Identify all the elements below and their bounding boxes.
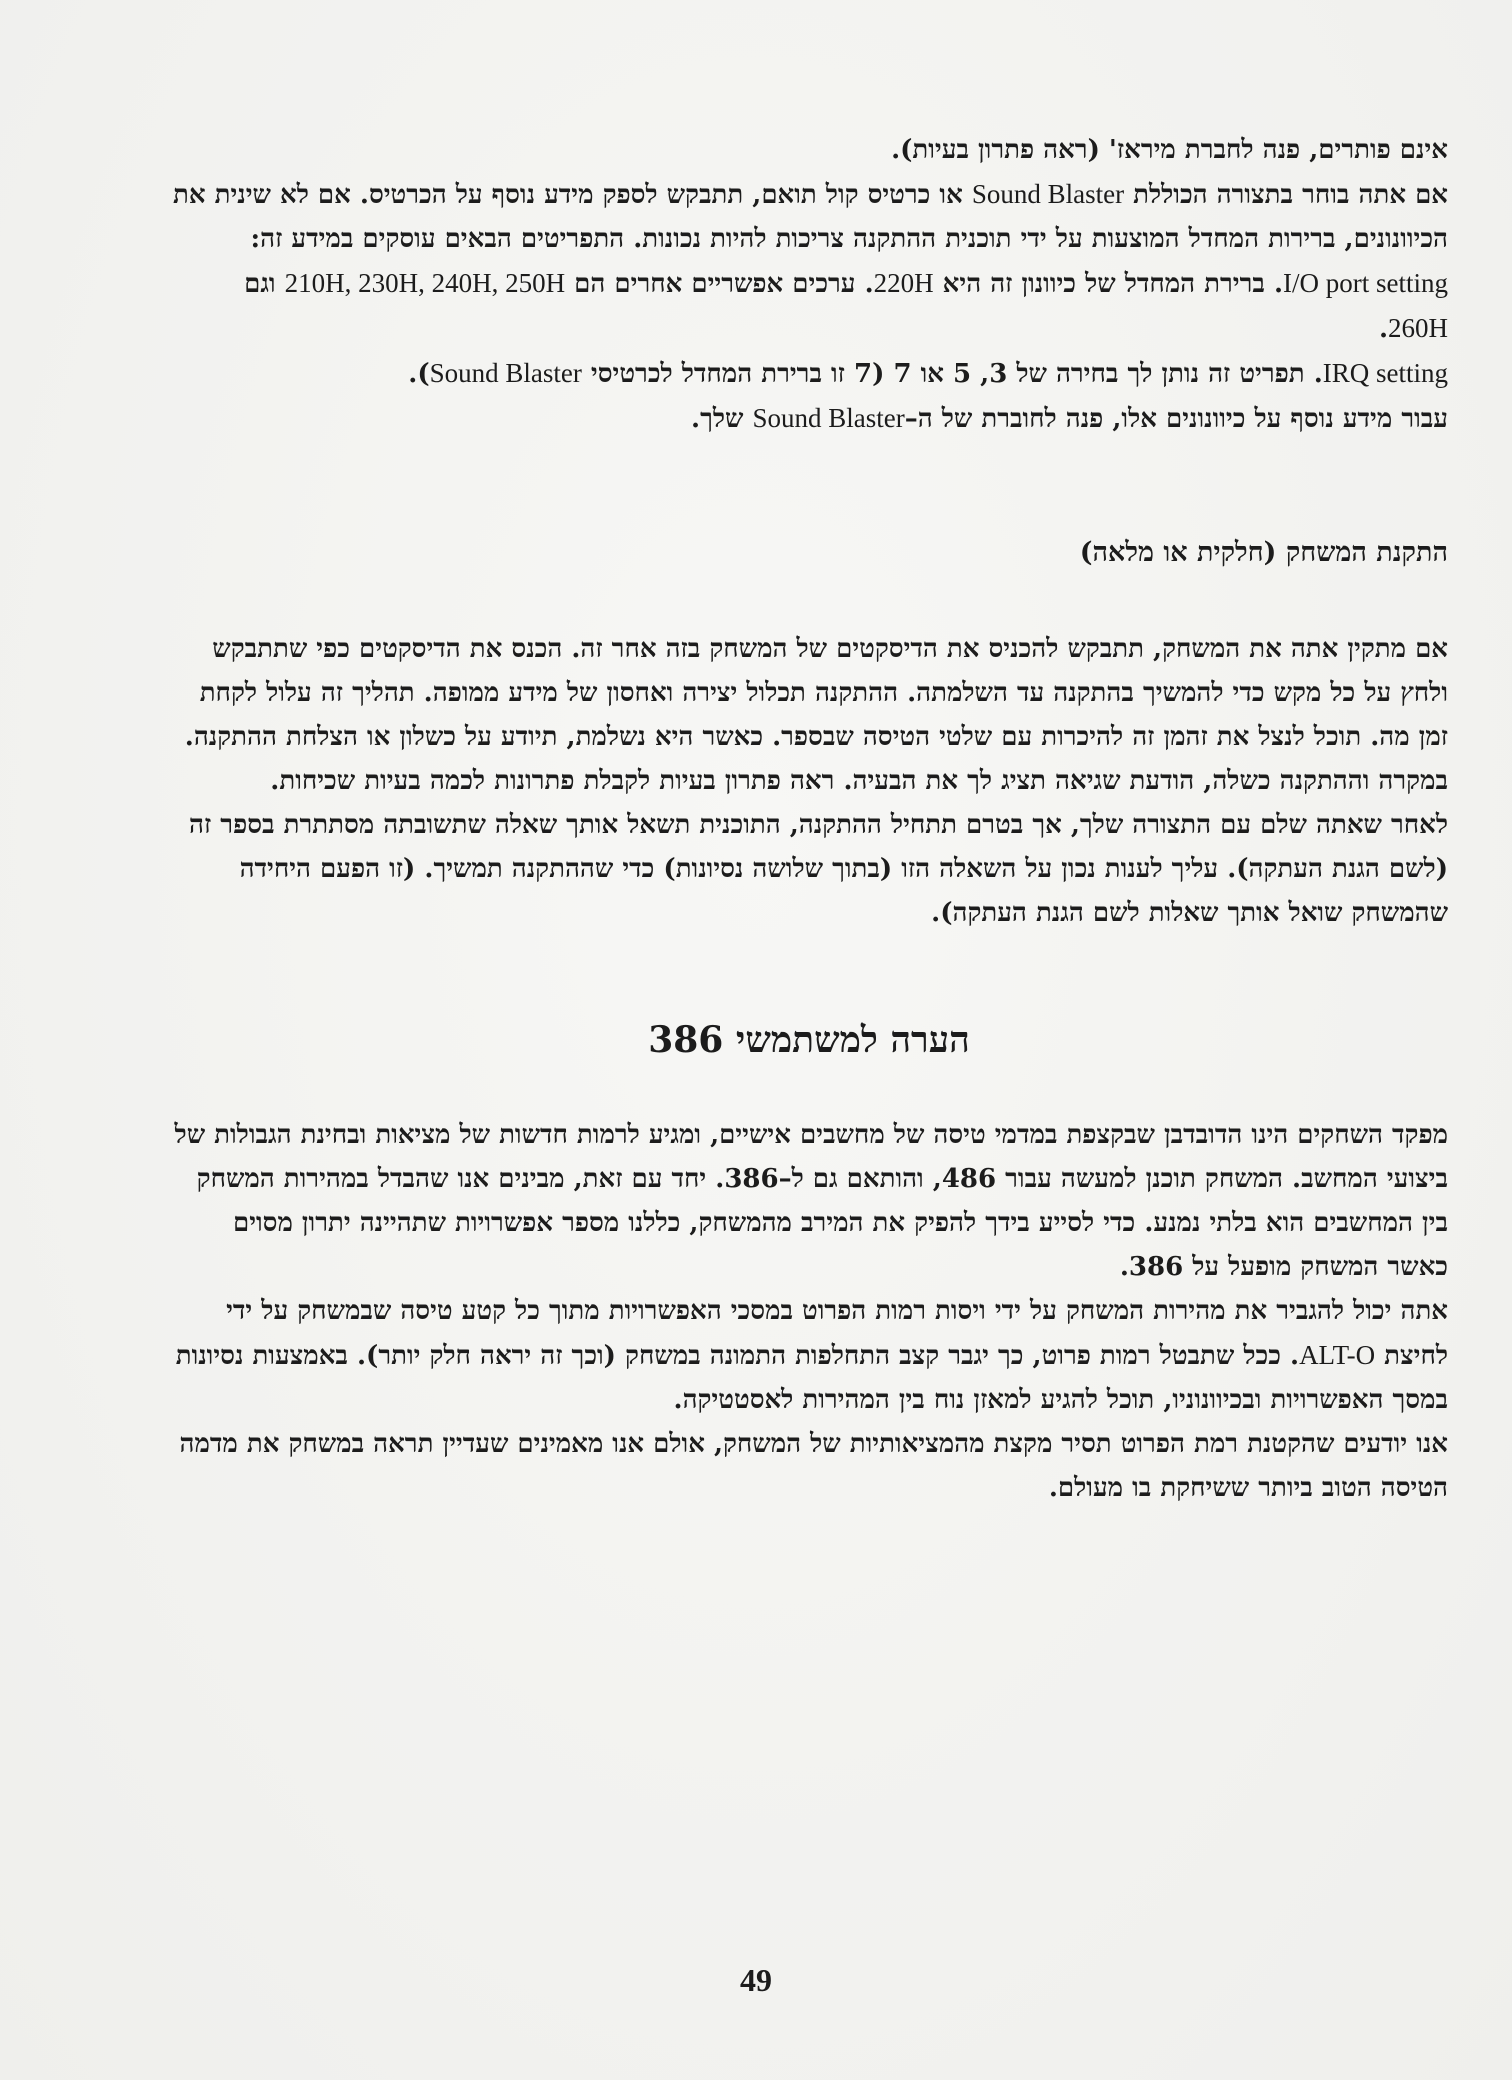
install-paragraph-2 (170, 759, 1448, 803)
more-info-term: Sound Blaster (752, 403, 905, 433)
note-paragraph-1: מפקד השחקים הינו הדובדבן שבקצפת במדמי טיסה של מחשבים אישיים, ומגיע לרמות חדשות של מציאות ובחינת הגבולות של ביצועי המחשב. המשחק תוכנן למעשה עבור 486, והותאם גם ל–386. יחד עם זאת, מבינים אנו שהבדל במהירות המשחק בין המחשבים הוא בלתי נמנע. כדי לסייע בידך להפיק את המירב מהמשחק, כללנו מספר אפשרויות שתהיינה יתרון מסוים כאשר המשחק מופעל על 386. (174, 1120, 1448, 1282)
copy-protection-text: לאחר שאתה שלם עם התצורה שלך, אך בטרם תתחיל ההתקנה, התוכנית תשאל אותך שאלה שתשובתה מסתתרת ב (262, 810, 1448, 840)
intro-text-end: ). (891, 135, 913, 165)
io-port-end: . (1378, 314, 1388, 344)
io-port-text-3: וגם (244, 269, 285, 299)
sound-card-paragraph (170, 172, 1448, 261)
note-paragraph-3: אנו יודעים שהקטנת רמת הפרוט תסיר מקצת מהמציאותיות של המשחק, אולם אנו מאמינים שעדיין תראה במשחק את מדמה הטיסה הטוב ביותר ששיחקת בו מעולם. (179, 1429, 1448, 1503)
install-heading: התקנת המשחק (חלקית או מלאה) (1079, 537, 1448, 568)
sound-blaster-term: Sound Blaster (971, 179, 1125, 209)
troubleshooting-ref: פתרון בעיות (912, 135, 1035, 165)
sound-card-text-rest: או כרטיס קול תואם, תתבקש לספק מידע נוסף על הכרטיס. אם לא שינית את הכיוונונים, ברירות המחדל המוצעות על ידי תוכנית ההתקנה צריכות להיות נכונות. התפריטים הבאים עוסקים במידע זה: (173, 180, 1448, 254)
this-book-ref: ספר זה (189, 810, 263, 840)
more-info-end: שלך. (691, 404, 753, 434)
install-error-text-end: לקבלת פתרונות לכמה בעיות שכיחות. (270, 766, 660, 796)
alt-o-key: ALT-O (1299, 1340, 1376, 1370)
io-port-text: . ברירת המחדל של כיוונון זה היא (933, 269, 1284, 299)
intro-continuation (170, 128, 1448, 172)
io-port-default: 220H (873, 268, 934, 298)
io-port-values: 210H, 230H, 240H, 250H (284, 268, 566, 298)
install-error-text: במקרה וההתקנה כשלה, הודעת שגיאה תציג לך את הבעיה. ראה (780, 766, 1448, 796)
irq-label: IRQ setting (1322, 358, 1448, 388)
irq-end: ). (408, 359, 430, 389)
io-port-text-2: . ערכים אפשריים אחרים הם (565, 269, 874, 299)
note-386-heading: הערה למשתמשי 386 (648, 1019, 970, 1061)
more-info-text: עבור מידע נוסף על כיוונונים אלו, פנה לחוברת של ה– (904, 404, 1448, 434)
irq-item (170, 351, 1448, 396)
troubleshooting-ref-2: פתרון בעיות (659, 766, 781, 796)
irq-card: Sound Blaster (429, 358, 582, 388)
install-paragraph-1: אם מתקין אתה את המשחק, תתבקש להכניס את הדיסקטים של המשחק בזה אחר זה. הכנס את הדיסקטים כפי שתתבקש ולחץ על כל מקש כדי להמשיך בהתקנה עד השלמתה. ההתקנה תכלול יצירה ואחסון של מידע ממופה. תהליך זה עלול לקחת זמן מה. תוכל לנצל את זהמן זה להיכרות עם שלטי הטיסה שבספר. כאשר היא נשלמת, תיודע על כשלון או הצלחת ההתקנה. (184, 634, 1448, 752)
copy-protection-text-end: (לשם הגנת העתקה). עליך לענות נכון על השאלה הזו (בתוך שלושה נסיונות) כדי שההתקנה תמשיך. (זו הפעם היחידה שהמשחק שואל אותך שאלות לשם הגנת העתקה). (239, 854, 1448, 928)
io-port-last-value: 260H (1388, 313, 1448, 343)
intro-text: אינם פותרים, פנה לחברת מיראז' (ראה (1034, 135, 1448, 165)
page-content (170, 128, 1448, 1510)
io-port-label: I/O port setting (1283, 268, 1448, 298)
install-paragraph-3 (170, 803, 1448, 935)
sound-card-text: אם אתה בוחר בתצורה הכוללת (1124, 180, 1448, 210)
irq-text: . תפריט זה נותן לך בחירה של 3, 5 או 7 (7 זו ברירת המחדל לכרטיסי (581, 359, 1323, 389)
more-info-paragraph (170, 396, 1448, 441)
note-paragraph-2 (170, 1289, 1448, 1422)
detail-level-text: אתה יכול להגביר את מהירות המשחק על ידי ויסות רמות הפרוט במסכי האפשרויות מתוך כל קטע טיסה שבמשחק על ידי לחיצת (226, 1296, 1448, 1371)
detail-level-text-end: . ככל שתבטל רמות פרוט, כך יגבר קצב התחלפות התמונה במשחק (וכך זה יראה חלק יותר). באמצעות נסיונות במסך האפשרויות ובכיוונוניו, תוכל להגיע למאזן נוח בין המהירות לאסטטיקה. (175, 1341, 1448, 1415)
page-number: 49 (740, 1962, 772, 1998)
io-port-item (170, 261, 1448, 351)
